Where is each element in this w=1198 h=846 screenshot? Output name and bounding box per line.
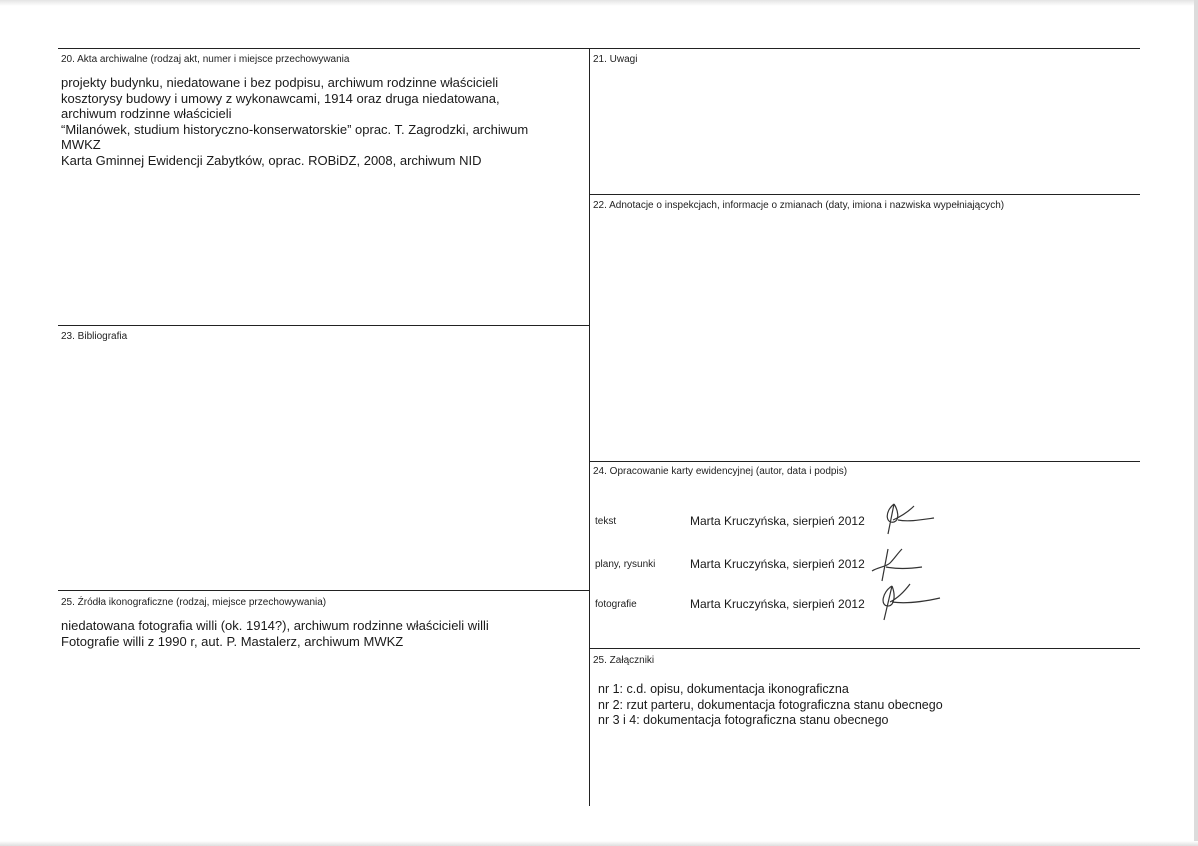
section-25-sources-line: niedatowana fotografia willi (ok. 1914?), archiwum rodzinne właścicieli willi bbox=[61, 618, 489, 633]
rule-22-top bbox=[589, 194, 1140, 195]
author-row-photos bbox=[595, 597, 865, 611]
section-25-sources-line: Fotografie willi z 1990 r, aut. P. Mastalerz, archiwum MWKZ bbox=[61, 633, 404, 649]
section-24-label: 24. Opracowanie karty ewidencyjnej (autor, data i podpis) bbox=[593, 466, 848, 477]
signature-1 bbox=[880, 500, 940, 536]
author-row-value: Marta Kruczyńska, sierpień 2012 bbox=[690, 557, 865, 571]
section-21-label: 21. Uwagi bbox=[593, 54, 638, 65]
author-row-plans bbox=[595, 557, 865, 571]
section-20-line: kosztorysy budowy i umowy z wykonawcami, 1914 oraz druga niedatowana, bbox=[61, 90, 500, 106]
signature-3 bbox=[872, 578, 944, 622]
section-25-attachments-label: 25. Załączniki bbox=[593, 655, 655, 666]
section-20-content bbox=[61, 75, 528, 169]
section-25-sources-label: 25. Źródła ikonograficzne (rodzaj, miejsce przechowywania) bbox=[61, 597, 327, 608]
author-row-key: fotografie bbox=[595, 598, 637, 610]
rule-25b-top bbox=[589, 648, 1140, 649]
section-20-line: archiwum rodzinne właścicieli bbox=[61, 106, 232, 122]
section-20-label: 20. Akta archiwalne (rodzaj akt, numer i miejsce przechowywania bbox=[61, 54, 350, 65]
attachment-line: nr 2: rzut parteru, dokumentacja fotograficzna stanu obecnego bbox=[598, 697, 943, 712]
section-22-label: 22. Adnotacje o inspekcjach, informacje o zmianach (daty, imiona i nazwiska wypełniających) bbox=[593, 200, 1005, 211]
author-row-value: Marta Kruczyńska, sierpień 2012 bbox=[690, 514, 865, 528]
rule-center bbox=[589, 48, 590, 806]
scan-edge-top bbox=[0, 0, 1198, 6]
scan-edge-right bbox=[1194, 0, 1198, 846]
rule-24-top bbox=[589, 461, 1140, 462]
rule-25a-top bbox=[58, 590, 589, 591]
attachment-line: nr 1: c.d. opisu, dokumentacja ikonograficzna bbox=[598, 682, 849, 696]
author-row-key: tekst bbox=[595, 515, 617, 527]
rule-23-top bbox=[58, 325, 589, 326]
section-20-line: “Milanówek, studium historyczno-konserwatorskie” oprac. T. Zagrodzki, archiwum bbox=[61, 121, 529, 137]
section-20-line: MWKZ bbox=[61, 137, 101, 153]
section-25-attachments-content bbox=[598, 682, 943, 729]
section-20-line: Karta Gminnej Ewidencji Zabytków, oprac. ROBiDZ, 2008, archiwum NID bbox=[61, 152, 482, 168]
author-row-key: plany, rysunki bbox=[595, 558, 656, 570]
attachment-line: nr 3 i 4: dokumentacja fotograficzna stanu obecnego bbox=[598, 713, 889, 728]
section-25-sources-content bbox=[61, 618, 489, 649]
rule-top bbox=[58, 48, 1140, 49]
author-row-value: Marta Kruczyńska, sierpień 2012 bbox=[690, 597, 865, 611]
scan-edge-bottom bbox=[0, 841, 1198, 846]
section-20-line: projekty budynku, niedatowane i bez podpisu, archiwum rodzinne właścicieli bbox=[61, 75, 499, 90]
author-row-text bbox=[595, 514, 865, 528]
section-23-label: 23. Bibliografia bbox=[61, 331, 128, 342]
